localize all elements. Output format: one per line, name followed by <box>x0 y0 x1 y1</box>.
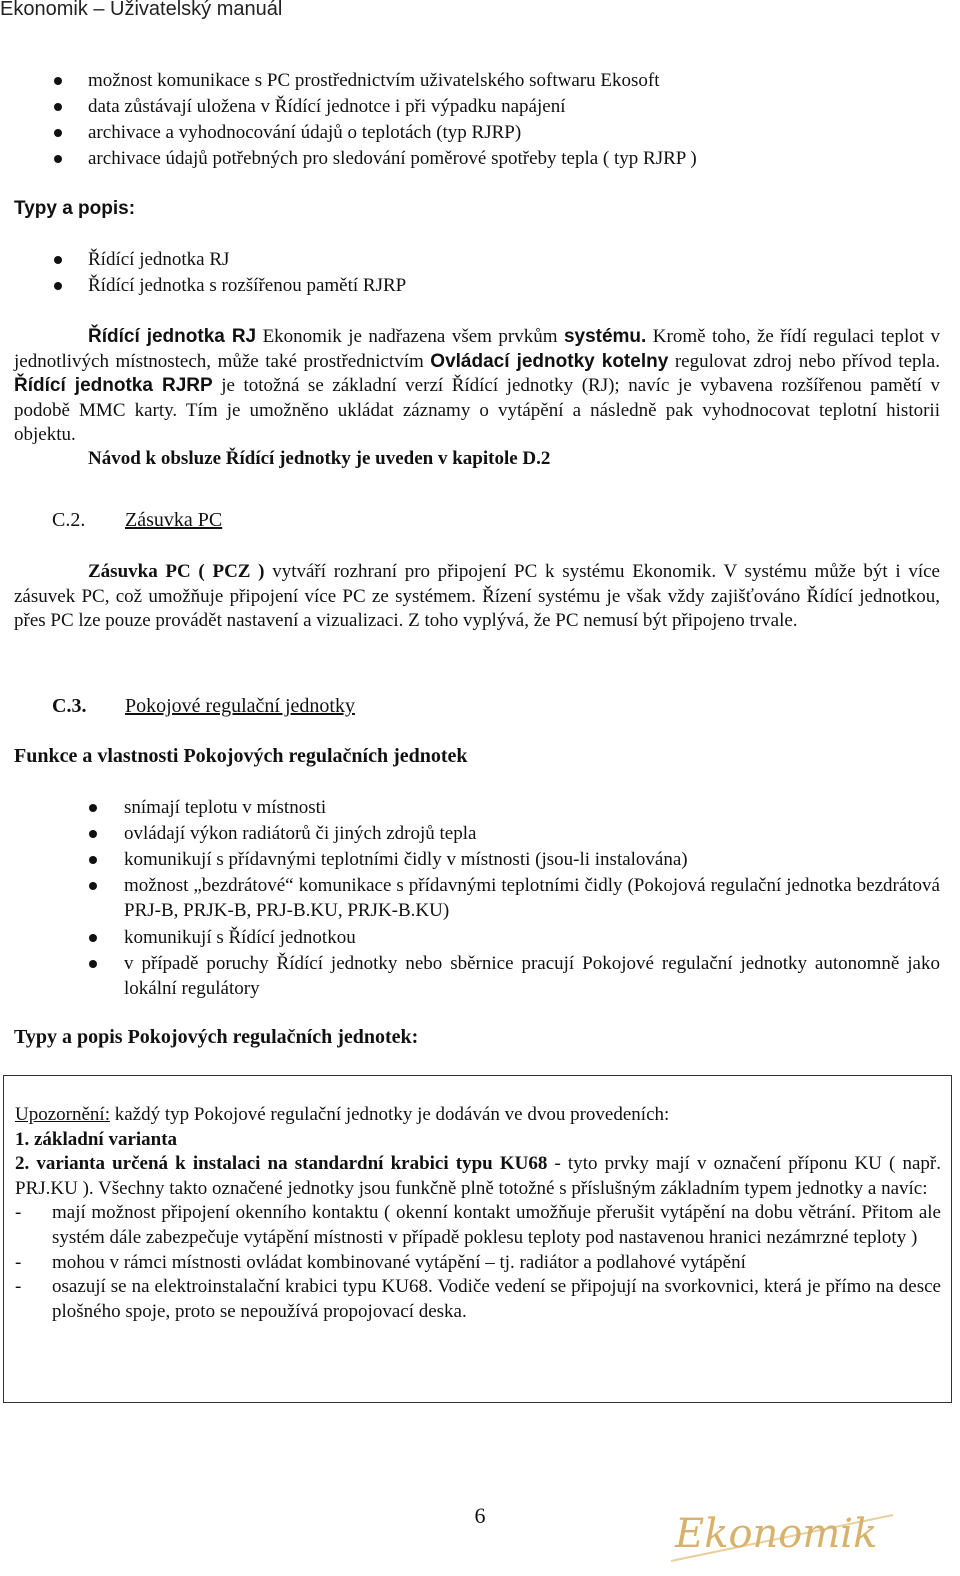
rj-text: Kromě toho, že řídí regulaci teplot v jednotlivých místnostech, může také prostřednictvím <box>14 326 940 372</box>
rj-term: Řídící jednotka RJ <box>88 326 257 347</box>
list-item: komunikují s přídavnými teplotními čidly v místnosti (jsou-li instalována) <box>124 847 940 873</box>
notice-box <box>3 1075 952 1403</box>
pc-socket-term: Zásuvka PC ( PCZ ) <box>88 561 265 582</box>
room-unit-types-heading: Typy a popis Pokojových regulačních jednotek: <box>14 1026 419 1048</box>
list-item: v případě poruchy Řídící jednotky nebo sběrnice pracují Pokojové regulační jednotky autonomně jako lokální regulátory <box>124 951 940 1003</box>
rj-text: Ekonomik je nadřazena všem prvkům <box>256 326 564 347</box>
types-list <box>88 247 938 299</box>
variant-2 <box>15 1152 941 1201</box>
page-header: Ekonomik – Uživatelský manuál <box>0 0 283 20</box>
ekonomik-logo <box>663 1505 903 1565</box>
section-number-c2: C.2. <box>52 509 86 531</box>
dash-item <box>15 1201 941 1250</box>
dash-item <box>15 1275 941 1324</box>
dash-item-text: osazují se na elektroinstalační krabici typu KU68. Vodiče vedení se připojují na svorkovnici, která je přímo na desce plošného spoje, proto se nepoužívá propojovací deska. <box>52 1276 941 1322</box>
dash-item <box>15 1251 941 1276</box>
functions-list <box>124 795 940 1003</box>
dash-marker: - <box>15 1202 22 1224</box>
variant-2-title: 2. varianta určená k instalaci na standardní krabici typu KU68 <box>15 1153 548 1175</box>
page-number: 6 <box>474 1503 486 1528</box>
list-item: archivace a vyhodnocování údajů o teplotách (typ RJRP) <box>88 120 938 146</box>
types-heading: Typy a popis: <box>14 198 136 219</box>
section-number-c3: C.3. <box>52 695 87 717</box>
logo-text: Ekonomik <box>675 1511 878 1557</box>
variant-1: 1. základní varianta <box>15 1128 178 1150</box>
notice-content <box>15 1103 941 1324</box>
boiler-unit-term: Ovládací jednotky kotelny <box>430 350 669 372</box>
dash-item-text: mají možnost připojení okenního kontaktu ( okenní kontakt umožňuje přerušit vytápění na dobu větrání. Přitom ale systém dále zabezpečuje vytápění místnosti v případě poklesu teploty pod nastavenou hranici nezámrzné teploty ) <box>52 1202 941 1248</box>
rj-text: regulovat zdroj nebo přívod tepla. <box>668 350 940 372</box>
section-title-c2: Zásuvka PC <box>125 509 223 531</box>
section-title-c3: Pokojové regulační jednotky <box>125 695 355 717</box>
system-term: systému. <box>563 326 647 347</box>
list-item: možnost komunikace s PC prostřednictvím uživatelského softwaru Ekosoft <box>88 68 938 94</box>
list-item: komunikují s Řídící jednotkou <box>124 925 940 951</box>
variant-2-text: - tyto prvky mají v označení příponu KU ( např. PRJ.KU ). Všechny takto označené jednotky jsou funkčně plně totožné s příslušným základním typem jednotky a navíc: <box>15 1153 941 1199</box>
notice-intro <box>15 1103 941 1128</box>
list-item: možnost „bezdrátové“ komunikace s přídavnými teplotními čidly (Pokojová regulační jednotka bezdrátová PRJ-B, PRJK-B, PRJ-B.KU, PRJK-B.KU) <box>124 873 940 925</box>
notice-label: Upozornění: <box>15 1104 110 1125</box>
list-item: ovládají výkon radiátorů či jiných zdrojů tepla <box>124 821 940 847</box>
rj-paragraph <box>14 325 940 448</box>
functions-heading: Funkce a vlastnosti Pokojových regulačních jednotek <box>14 745 468 767</box>
list-item: Řídící jednotka s rozšířenou pamětí RJRP <box>88 273 938 299</box>
list-item: archivace údajů potřebných pro sledování poměrové spotřeby tepla ( typ RJRP ) <box>88 146 938 172</box>
features-list <box>88 68 938 172</box>
notice-intro-text: každý typ Pokojové regulační jednotky je dodáván ve dvou provedeních: <box>109 1104 670 1125</box>
rjrp-term: Řídící jednotka RJRP <box>14 375 213 397</box>
pc-socket-text: vytváří rozhraní pro připojení PC k systému Ekonomik. V systému může být i více zásuvek PC, což umožňuje připojení více PC ze systémem. Řízení systému je však vždy zajišťováno Řídící jednotkou, přes PC lze pouze provádět nastavení a vizualizaci. Z toho vyplývá, že PC nemusí být připojeno trvale. <box>14 561 940 632</box>
pc-socket-paragraph <box>14 560 940 634</box>
rj-text: je totožná se základní verzí Řídící jednotky (RJ); navíc je vybavena rozšířenou pamětí v podobě MMC karty. Tím je umožněno ukládat záznamy o vytápění a následně pak vyhodnocovat teplotní historii objektu. <box>14 375 940 446</box>
dash-item-text: mohou v rámci místnosti ovládat kombinované vytápění – tj. radiátor a podlahové vytápění <box>52 1251 746 1273</box>
dash-marker: - <box>15 1251 22 1273</box>
list-item: snímají teplotu v místnosti <box>124 795 940 821</box>
list-item: data zůstávají uložena v Řídící jednotce i při výpadku napájení <box>88 94 938 120</box>
dash-marker: - <box>15 1276 22 1298</box>
list-item: Řídící jednotka RJ <box>88 247 938 273</box>
manual-note: Návod k obsluze Řídící jednotky je uveden v kapitole D.2 <box>88 448 551 469</box>
